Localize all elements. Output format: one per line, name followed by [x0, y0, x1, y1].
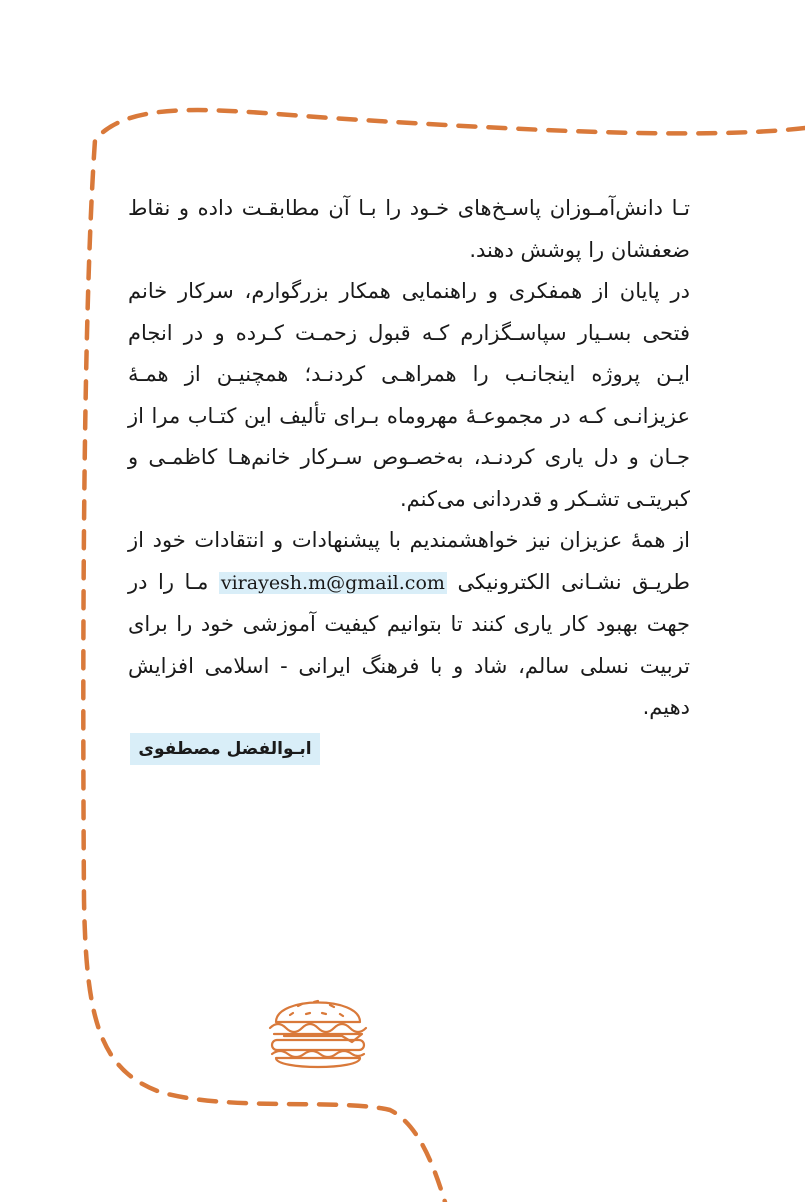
- paragraph-3: [128, 520, 690, 729]
- paragraph-3-end: مـا را در جهت بهبود کار یاری کنند تا بتوانیم کیفیت آموزشی خود را برای تربیت نسلی سالم، شاد و با فرهنگ ایرانی - اسلامی افزایش دهیم.: [128, 569, 690, 719]
- acknowledgement-text: [128, 188, 690, 729]
- email-address: virayesh.m@gmail.com: [220, 571, 445, 594]
- paragraph-3-start: از همهٔ عزیزان نیز خواهشمندیم با پیشنهادات و انتقادات خود از طریـق نشـانی الکترونیکی: [128, 528, 690, 594]
- author-signature: ابـوالفضل مصطفوی: [130, 733, 320, 765]
- paragraph-2: در پایان از همفکری و راهنمایی همکار بزرگوارم، سرکار خانم فتحی بسـیار سپاسـگزارم کـه قبول زحمـت کـرده و در انجام ایـن پروژه اینجانـب را همراهـی کردنـد؛ همچنیـن از همـهٔ عزیزانـی کـه در مجموعـهٔ مهروماه بـرای تألیف این کتـاب مرا از جـان و دل یاری کردنـد، به‌خصـوص سـرکار خانم‌هـا کاظمـی و کبریتـی تشـکر و قدردانی می‌کنم.: [128, 279, 690, 511]
- burger-icon: [262, 982, 374, 1074]
- paragraph-1: تـا دانش‌آمـوزان پاسـخ‌های خـود را بـا آن مطابقـت داده و نقاط ضعفشان را پوشش دهند.: [128, 196, 690, 262]
